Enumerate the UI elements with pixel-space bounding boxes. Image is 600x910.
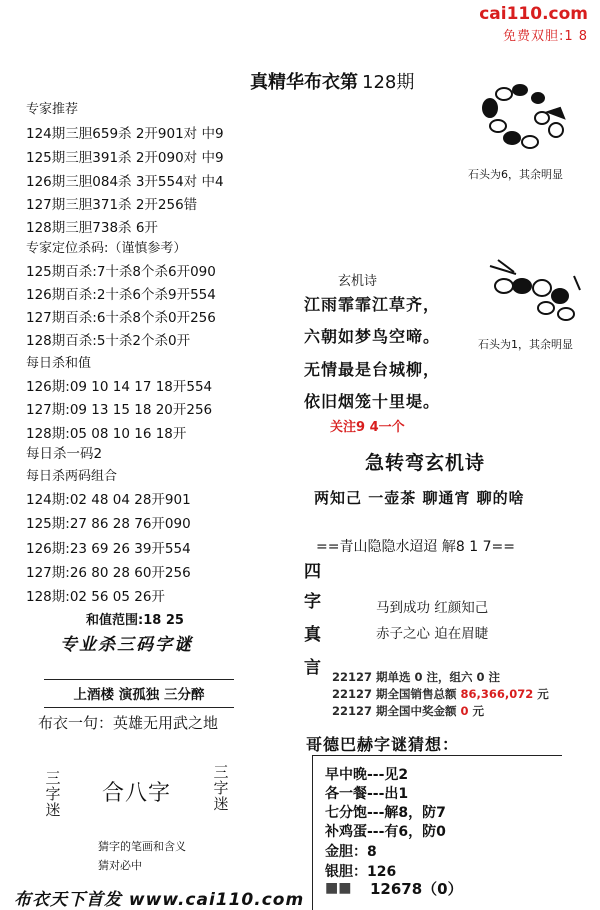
- lottery-unit: 元: [533, 687, 549, 701]
- stone-caption: 石头为1，其余明显: [478, 338, 573, 351]
- expert-line: 128期三胆738杀 6开: [26, 220, 158, 236]
- position-line: 126期百杀:2十杀6个杀9开554: [26, 287, 216, 303]
- poem-line: 无情最是台城柳，: [304, 360, 441, 379]
- clue-line: 各一餐---出1: [325, 786, 409, 802]
- page-title: [250, 68, 414, 94]
- pair-line: 125期:27 86 28 76开090: [26, 516, 191, 532]
- sum-title: 每日杀和值: [26, 356, 92, 371]
- stone-caption: 石头为6，其余明显: [468, 168, 563, 181]
- site-brand[interactable]: cai110.com: [479, 4, 588, 24]
- vertical-char: 真: [304, 625, 321, 645]
- idiom-line: 赤子之心 迫在眉睫: [376, 626, 489, 642]
- issue-number: 128期: [362, 72, 415, 93]
- poem-line: 依旧烟笼十里堤。: [304, 392, 441, 411]
- pair-line: 128期:02 56 05 26开: [26, 589, 165, 605]
- vertical-char: 字: [304, 592, 321, 612]
- note-hint: 猜字的笔画和含义: [98, 840, 186, 853]
- vertical-label-right: 三字迷: [213, 763, 229, 813]
- qingshan-hint: ==青山隐隐水迢迢 解8 1 7==: [316, 539, 515, 555]
- footer-brand[interactable]: 布衣天下首发 www.cai110.com: [14, 890, 305, 910]
- poem-title: 玄机诗: [338, 274, 378, 289]
- free-pick: 免费双胆:1 8: [502, 29, 588, 44]
- stone-chain-icon: [478, 82, 588, 152]
- position-line: 125期百杀:7十杀8个杀6开090: [26, 264, 216, 280]
- sum-range: 和值范围:18 25: [86, 613, 184, 628]
- script-title: 专业杀三码字谜: [60, 635, 193, 655]
- pair-line: 124期:02 48 04 28开901: [26, 492, 191, 508]
- lottery-amount: 0: [460, 704, 469, 718]
- follow-numbers: 关注9 4一个: [330, 420, 405, 435]
- sum-line: 127期:09 13 15 18 20开256: [26, 402, 213, 418]
- expert-title: 专家推荐: [26, 102, 79, 117]
- position-line: 128期百杀:5十杀2个杀0开: [26, 333, 191, 349]
- poem-line: 江雨霏霏江草齐，: [304, 295, 441, 314]
- clue-line: 12678（0）: [370, 880, 463, 898]
- poem-line: 六朝如梦鸟空啼。: [304, 327, 441, 346]
- vertical-label-left: 三字迷: [45, 769, 61, 819]
- riddle-box: 上酒楼 演孤独 三分醉: [44, 679, 234, 708]
- idiom-line: 马到成功 红颜知己: [376, 600, 489, 616]
- position-line: 127期百杀:6十杀8个杀0开256: [26, 310, 216, 326]
- expert-line: 127期三胆371杀 2开256错: [26, 197, 198, 213]
- pair-title: 每日杀两码组合: [26, 469, 118, 484]
- expert-line: 126期三胆084杀 3开554对 中4: [26, 174, 224, 190]
- lottery-line: [332, 669, 500, 685]
- he-ba-zi: 合八字: [102, 781, 172, 806]
- pair-line: 126期:23 69 26 39开554: [26, 541, 191, 557]
- note-hint: 猜对必中: [98, 859, 142, 872]
- twist-subtitle: 两知己 一壶茶 聊通宵 聊的啥: [314, 489, 525, 507]
- twist-title: 急转弯玄机诗: [365, 452, 486, 474]
- lottery-text: 22127 期全国销售总额: [332, 687, 461, 701]
- position-title: 专家定位杀码:（谨慎参考）: [26, 241, 187, 256]
- expert-line: 124期三胆659杀 2开901对 中9: [26, 126, 224, 142]
- lottery-text: 22127 期单选 0 注，组六 0 注: [332, 670, 501, 684]
- lottery-text: 22127 期全国中奖金额: [332, 704, 461, 718]
- lottery-amount: 86,366,072: [460, 687, 534, 701]
- expert-line: 125期三胆391杀 2开090对 中9: [26, 150, 224, 166]
- clue-line: 补鸡蛋---有6，防0: [325, 824, 446, 840]
- clue-line: 银胆：126: [325, 864, 397, 880]
- clue-line: 金胆：8: [325, 844, 377, 860]
- kill-one: 每日杀一码2: [26, 446, 103, 462]
- sum-line: 126期:09 10 14 17 18开554: [26, 379, 213, 395]
- stone-ring-icon: [486, 256, 582, 326]
- sum-line: 128期:05 08 10 16 18开: [26, 426, 187, 442]
- clue-partial: ■■: [325, 880, 352, 896]
- clue-line: 七分饱---解8，防7: [325, 805, 446, 821]
- pair-line: 127期:26 80 28 60开256: [26, 565, 191, 581]
- lottery-line: [332, 686, 549, 702]
- lottery-unit: 元: [468, 704, 485, 718]
- vertical-char: 言: [304, 658, 321, 678]
- title-text: 真精华布衣第: [250, 72, 358, 93]
- one-line-hint: 布衣一句：英雄无用武之地: [38, 714, 219, 732]
- vertical-char: 四: [304, 562, 321, 582]
- lottery-line: [332, 703, 484, 719]
- clue-line: 早中晚---见2: [325, 767, 409, 783]
- goldbach-title: 哥德巴赫字谜猜想：: [306, 735, 460, 754]
